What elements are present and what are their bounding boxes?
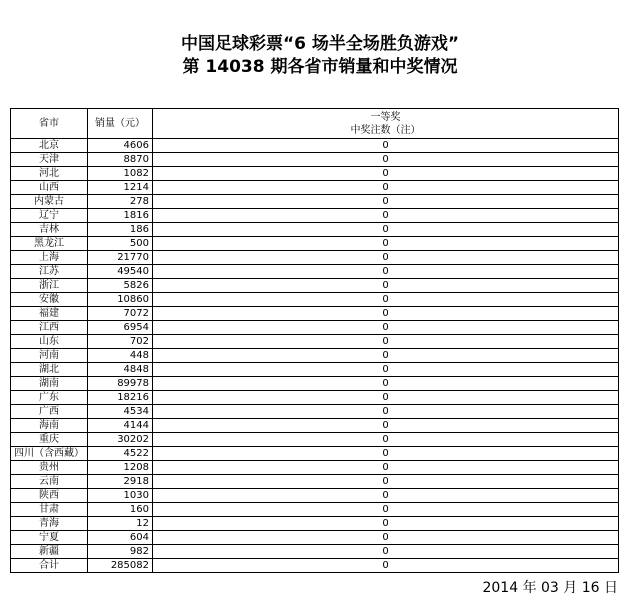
province-cell: 湖南 — [11, 377, 88, 391]
sales-cell: 448 — [88, 349, 153, 363]
province-cell: 四川（含西藏） — [11, 447, 88, 461]
sales-cell: 160 — [88, 503, 153, 517]
table-row — [11, 531, 619, 545]
province-cell: 浙江 — [11, 279, 88, 293]
table-row — [11, 391, 619, 405]
sales-cell: 4144 — [88, 419, 153, 433]
page-title-line-1: 中国足球彩票“6 场半全场胜负游戏” — [180, 34, 460, 54]
province-cell: 湖北 — [11, 363, 88, 377]
province-cell: 安徽 — [11, 293, 88, 307]
sales-prize-table — [10, 108, 619, 573]
table-row — [11, 279, 619, 293]
table-row — [11, 349, 619, 363]
sales-cell: 89978 — [88, 377, 153, 391]
table-row — [11, 265, 619, 279]
table-row — [11, 209, 619, 223]
table-row — [11, 545, 619, 559]
table-row — [11, 377, 619, 391]
sales-cell: 7072 — [88, 307, 153, 321]
sales-cell: 12 — [88, 517, 153, 531]
first-prize-count-cell: 0 — [153, 517, 619, 531]
first-prize-count-cell: 0 — [153, 377, 619, 391]
table-row — [11, 517, 619, 531]
province-cell: 吉林 — [11, 223, 88, 237]
sales-cell: 1030 — [88, 489, 153, 503]
sales-cell: 1816 — [88, 209, 153, 223]
province-cell: 江西 — [11, 321, 88, 335]
province-cell: 广东 — [11, 391, 88, 405]
sales-cell: 1214 — [88, 181, 153, 195]
sales-cell: 604 — [88, 531, 153, 545]
report-date: 2014 年 03 月 16 日 — [482, 580, 618, 596]
province-cell: 海南 — [11, 419, 88, 433]
first-prize-count-cell: 0 — [153, 307, 619, 321]
first-prize-count-cell: 0 — [153, 209, 619, 223]
sales-cell: 278 — [88, 195, 153, 209]
first-prize-count-cell: 0 — [153, 489, 619, 503]
sales-cell: 8870 — [88, 153, 153, 167]
table-row — [11, 307, 619, 321]
first-prize-count-cell: 0 — [153, 293, 619, 307]
header-first-prize-count: 中奖注数（注） — [350, 124, 421, 136]
sales-cell: 186 — [88, 223, 153, 237]
first-prize-count-cell: 0 — [153, 321, 619, 335]
province-cell: 广西 — [11, 405, 88, 419]
sales-cell: 285082 — [88, 559, 153, 573]
table-row — [11, 405, 619, 419]
province-cell: 重庆 — [11, 433, 88, 447]
table-row — [11, 559, 619, 573]
first-prize-count-cell: 0 — [153, 195, 619, 209]
sales-cell: 21770 — [88, 251, 153, 265]
province-cell: 天津 — [11, 153, 88, 167]
sales-cell: 4522 — [88, 447, 153, 461]
sales-cell: 10860 — [88, 293, 153, 307]
sales-cell: 5826 — [88, 279, 153, 293]
first-prize-count-cell: 0 — [153, 461, 619, 475]
first-prize-count-cell: 0 — [153, 223, 619, 237]
table-row — [11, 419, 619, 433]
first-prize-count-cell: 0 — [153, 419, 619, 433]
sales-cell: 982 — [88, 545, 153, 559]
province-cell: 宁夏 — [11, 531, 88, 545]
table-row — [11, 153, 619, 167]
first-prize-count-cell: 0 — [153, 349, 619, 363]
first-prize-count-cell: 0 — [153, 153, 619, 167]
table-row — [11, 433, 619, 447]
sales-cell: 702 — [88, 335, 153, 349]
first-prize-count-cell: 0 — [153, 391, 619, 405]
table-row — [11, 195, 619, 209]
province-cell: 内蒙古 — [11, 195, 88, 209]
province-cell: 福建 — [11, 307, 88, 321]
first-prize-count-cell: 0 — [153, 559, 619, 573]
header-sales: 销量（元） — [88, 109, 153, 139]
header-first-prize — [153, 109, 619, 139]
first-prize-count-cell: 0 — [153, 167, 619, 181]
first-prize-count-cell: 0 — [153, 265, 619, 279]
sales-cell: 1208 — [88, 461, 153, 475]
first-prize-count-cell: 0 — [153, 531, 619, 545]
sales-cell: 4848 — [88, 363, 153, 377]
province-cell: 河北 — [11, 167, 88, 181]
table-row — [11, 475, 619, 489]
first-prize-count-cell: 0 — [153, 363, 619, 377]
table-row — [11, 167, 619, 181]
first-prize-count-cell: 0 — [153, 237, 619, 251]
table-row — [11, 447, 619, 461]
first-prize-count-cell: 0 — [153, 433, 619, 447]
sales-cell: 6954 — [88, 321, 153, 335]
province-cell: 新疆 — [11, 545, 88, 559]
sales-cell: 49540 — [88, 265, 153, 279]
province-cell: 甘肃 — [11, 503, 88, 517]
table-header-row — [11, 109, 619, 139]
province-cell: 陕西 — [11, 489, 88, 503]
province-cell: 山西 — [11, 181, 88, 195]
province-cell: 黑龙江 — [11, 237, 88, 251]
table-row — [11, 321, 619, 335]
province-cell: 北京 — [11, 139, 88, 153]
first-prize-count-cell: 0 — [153, 279, 619, 293]
province-cell: 贵州 — [11, 461, 88, 475]
table-row — [11, 251, 619, 265]
table-row — [11, 181, 619, 195]
first-prize-count-cell: 0 — [153, 447, 619, 461]
table-row — [11, 293, 619, 307]
table-body — [11, 139, 619, 573]
province-cell: 青海 — [11, 517, 88, 531]
province-cell: 河南 — [11, 349, 88, 363]
province-cell: 江苏 — [11, 265, 88, 279]
first-prize-count-cell: 0 — [153, 545, 619, 559]
province-cell: 合计 — [11, 559, 88, 573]
table-row — [11, 223, 619, 237]
first-prize-count-cell: 0 — [153, 405, 619, 419]
first-prize-count-cell: 0 — [153, 139, 619, 153]
first-prize-count-cell: 0 — [153, 475, 619, 489]
table-row — [11, 237, 619, 251]
sales-cell: 18216 — [88, 391, 153, 405]
first-prize-count-cell: 0 — [153, 335, 619, 349]
first-prize-count-cell: 0 — [153, 181, 619, 195]
sales-cell: 2918 — [88, 475, 153, 489]
sales-cell: 4534 — [88, 405, 153, 419]
sales-cell: 30202 — [88, 433, 153, 447]
first-prize-count-cell: 0 — [153, 251, 619, 265]
table-row — [11, 363, 619, 377]
sales-cell: 500 — [88, 237, 153, 251]
province-cell: 云南 — [11, 475, 88, 489]
first-prize-count-cell: 0 — [153, 503, 619, 517]
province-cell: 山东 — [11, 335, 88, 349]
province-cell: 辽宁 — [11, 209, 88, 223]
province-cell: 上海 — [11, 251, 88, 265]
table-row — [11, 335, 619, 349]
page-title-line-2: 第 14038 期各省市销量和中奖情况 — [182, 57, 458, 77]
header-first-prize-title: 一等奖 — [370, 111, 401, 123]
table-row — [11, 139, 619, 153]
sales-cell: 4606 — [88, 139, 153, 153]
table-row — [11, 503, 619, 517]
sales-cell: 1082 — [88, 167, 153, 181]
header-province: 省市 — [11, 109, 88, 139]
table-row — [11, 489, 619, 503]
table-row — [11, 461, 619, 475]
